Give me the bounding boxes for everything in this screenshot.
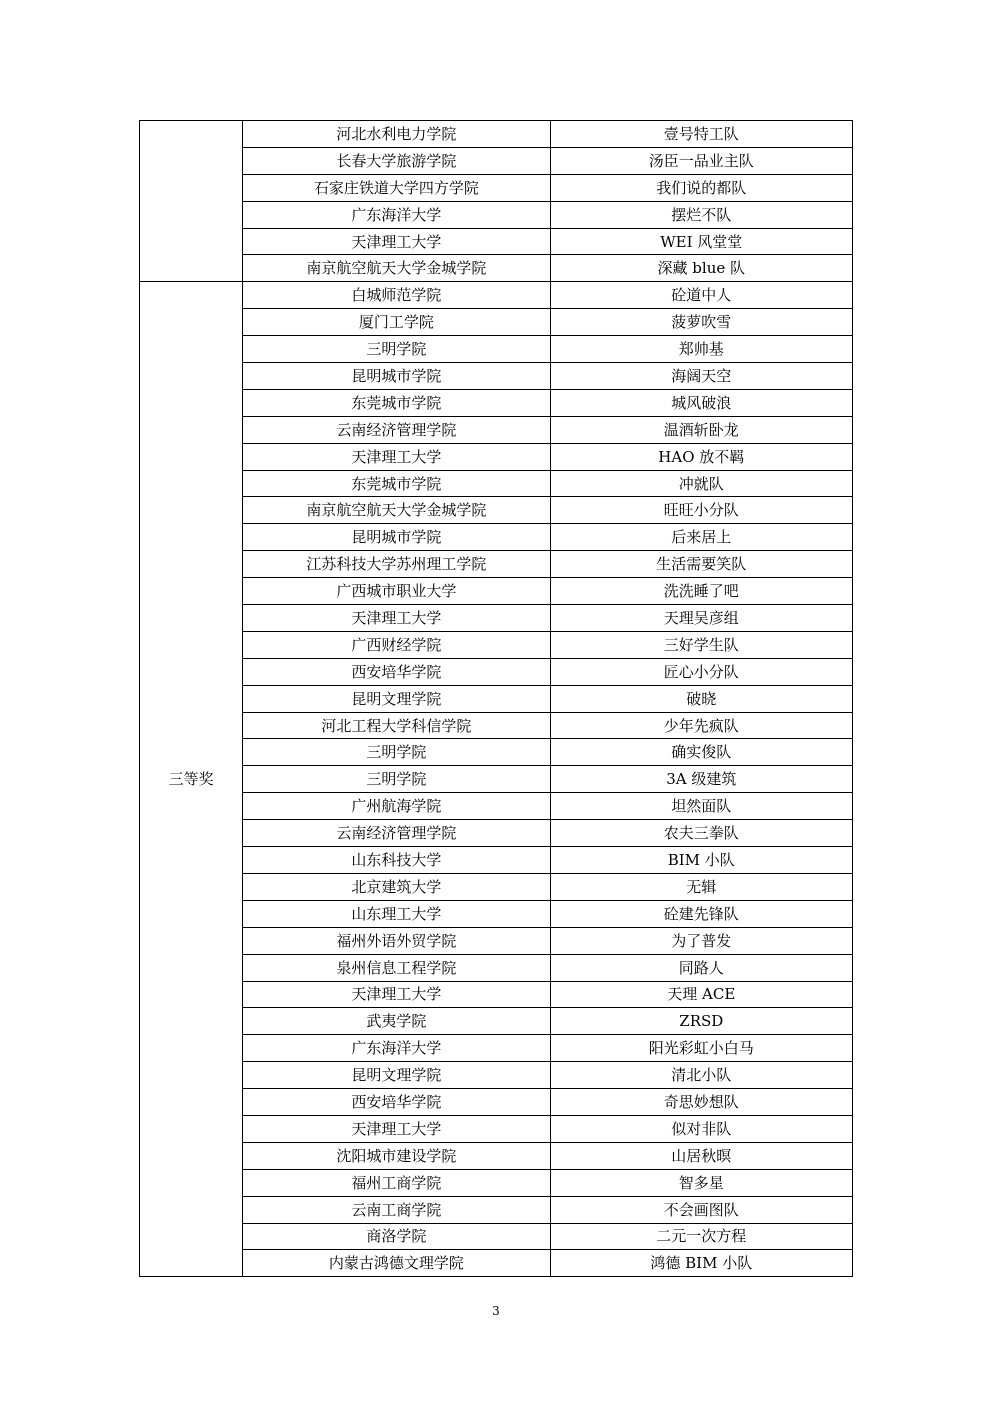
team-name-cell: 为了普发 (550, 927, 852, 954)
team-name-cell: 摆烂不队 (550, 201, 852, 228)
table-row (140, 1035, 853, 1062)
table-row (140, 336, 853, 363)
school-name-cell: 江苏科技大学苏州理工学院 (243, 551, 550, 578)
school-name-cell: 三明学院 (243, 766, 550, 793)
team-name-cell: 菠萝吹雪 (550, 309, 852, 336)
school-name-cell: 泉州信息工程学院 (243, 954, 550, 981)
school-name-cell: 东莞城市学院 (243, 389, 550, 416)
school-name-cell: 三明学院 (243, 336, 550, 363)
team-name-cell: 海阔天空 (550, 363, 852, 390)
school-name-cell: 福州外语外贸学院 (243, 927, 550, 954)
team-name-cell: 郑帅基 (550, 336, 852, 363)
school-name-cell: 天津理工大学 (243, 443, 550, 470)
team-name-cell: 阳光彩虹小白马 (550, 1035, 852, 1062)
table-row (140, 174, 853, 201)
table-row (140, 389, 853, 416)
school-name-cell: 河北水利电力学院 (243, 121, 550, 148)
school-name-cell: 云南经济管理学院 (243, 820, 550, 847)
team-name-cell: 我们说的都队 (550, 174, 852, 201)
school-name-cell: 广西财经学院 (243, 631, 550, 658)
table-row (140, 1089, 853, 1116)
table-row (140, 685, 853, 712)
school-name-cell: 南京航空航天大学金城学院 (243, 255, 550, 282)
team-name-cell: HAO 放不羁 (550, 443, 852, 470)
team-name-cell: 后来居上 (550, 524, 852, 551)
table-row (140, 470, 853, 497)
table-row (140, 1008, 853, 1035)
team-name-cell: 冲就队 (550, 470, 852, 497)
table-row (140, 1196, 853, 1223)
school-name-cell: 云南工商学院 (243, 1196, 550, 1223)
team-name-cell: 生活需要笑队 (550, 551, 852, 578)
table-row (140, 147, 853, 174)
table-row (140, 416, 853, 443)
school-name-cell: 白城师范学院 (243, 282, 550, 309)
school-name-cell: 昆明城市学院 (243, 524, 550, 551)
school-name-cell: 昆明城市学院 (243, 363, 550, 390)
table-row (140, 739, 853, 766)
team-name-cell: 3A 级建筑 (550, 766, 852, 793)
table-row (140, 578, 853, 605)
award-results-table-body (140, 121, 853, 1277)
table-row (140, 927, 853, 954)
team-name-cell: 破晓 (550, 685, 852, 712)
table-row (140, 1223, 853, 1250)
school-name-cell: 南京航空航天大学金城学院 (243, 497, 550, 524)
table-row (140, 121, 853, 148)
school-name-cell: 天津理工大学 (243, 1115, 550, 1142)
team-name-cell: 壹号特工队 (550, 121, 852, 148)
table-row (140, 712, 853, 739)
school-name-cell: 天津理工大学 (243, 228, 550, 255)
school-name-cell: 河北工程大学科信学院 (243, 712, 550, 739)
table-row (140, 201, 853, 228)
team-name-cell: ZRSD (550, 1008, 852, 1035)
team-name-cell: 山居秋暝 (550, 1142, 852, 1169)
team-name-cell: 城风破浪 (550, 389, 852, 416)
table-row (140, 981, 853, 1008)
school-name-cell: 福州工商学院 (243, 1169, 550, 1196)
team-name-cell: 智多星 (550, 1169, 852, 1196)
award-level-cell (140, 121, 243, 282)
table-row (140, 631, 853, 658)
team-name-cell: 温酒斩卧龙 (550, 416, 852, 443)
team-name-cell: 旺旺小分队 (550, 497, 852, 524)
school-name-cell: 广州航海学院 (243, 793, 550, 820)
team-name-cell: 奇思妙想队 (550, 1089, 852, 1116)
team-name-cell: 匠心小分队 (550, 658, 852, 685)
school-name-cell: 厦门工学院 (243, 309, 550, 336)
table-row (140, 1250, 853, 1277)
table-row (140, 658, 853, 685)
school-name-cell: 东莞城市学院 (243, 470, 550, 497)
table-row (140, 793, 853, 820)
table-row (140, 282, 853, 309)
table-row (140, 766, 853, 793)
team-name-cell: 砼建先锋队 (550, 900, 852, 927)
table-row (140, 524, 853, 551)
team-name-cell: WEI 风堂堂 (550, 228, 852, 255)
table-row (140, 1062, 853, 1089)
table-row (140, 605, 853, 632)
school-name-cell: 三明学院 (243, 739, 550, 766)
table-row (140, 443, 853, 470)
school-name-cell: 山东科技大学 (243, 847, 550, 874)
school-name-cell: 天津理工大学 (243, 981, 550, 1008)
school-name-cell: 昆明文理学院 (243, 1062, 550, 1089)
team-name-cell: 确实俊队 (550, 739, 852, 766)
team-name-cell: 坦然面队 (550, 793, 852, 820)
school-name-cell: 天津理工大学 (243, 605, 550, 632)
school-name-cell: 长春大学旅游学院 (243, 147, 550, 174)
team-name-cell: 清北小队 (550, 1062, 852, 1089)
school-name-cell: 云南经济管理学院 (243, 416, 550, 443)
team-name-cell: 深藏 blue 队 (550, 255, 852, 282)
team-name-cell: 二元一次方程 (550, 1223, 852, 1250)
school-name-cell: 山东理工大学 (243, 900, 550, 927)
team-name-cell: 农夫三拳队 (550, 820, 852, 847)
table-row (140, 873, 853, 900)
school-name-cell: 西安培华学院 (243, 658, 550, 685)
school-name-cell: 石家庄铁道大学四方学院 (243, 174, 550, 201)
table-row (140, 497, 853, 524)
table-row (140, 847, 853, 874)
table-row (140, 900, 853, 927)
school-name-cell: 广东海洋大学 (243, 1035, 550, 1062)
team-name-cell: 似对非队 (550, 1115, 852, 1142)
page-number: 3 (492, 1304, 500, 1318)
award-results-table (139, 120, 853, 1277)
team-name-cell: 洗洗睡了吧 (550, 578, 852, 605)
school-name-cell: 商洛学院 (243, 1223, 550, 1250)
team-name-cell: 鸿德 BIM 小队 (550, 1250, 852, 1277)
table-row (140, 228, 853, 255)
award-level-cell: 三等奖 (140, 282, 243, 1277)
table-row (140, 551, 853, 578)
school-name-cell: 武夷学院 (243, 1008, 550, 1035)
table-row (140, 363, 853, 390)
team-name-cell: 三好学生队 (550, 631, 852, 658)
school-name-cell: 昆明文理学院 (243, 685, 550, 712)
school-name-cell: 北京建筑大学 (243, 873, 550, 900)
school-name-cell: 内蒙古鸿德文理学院 (243, 1250, 550, 1277)
team-name-cell: 不会画图队 (550, 1196, 852, 1223)
team-name-cell: BIM 小队 (550, 847, 852, 874)
team-name-cell: 天理吴彦组 (550, 605, 852, 632)
school-name-cell: 西安培华学院 (243, 1089, 550, 1116)
team-name-cell: 少年先疯队 (550, 712, 852, 739)
team-name-cell: 同路人 (550, 954, 852, 981)
team-name-cell: 砼道中人 (550, 282, 852, 309)
school-name-cell: 广东海洋大学 (243, 201, 550, 228)
team-name-cell: 汤臣一品业主队 (550, 147, 852, 174)
table-row (140, 1169, 853, 1196)
table-row (140, 255, 853, 282)
school-name-cell: 沈阳城市建设学院 (243, 1142, 550, 1169)
team-name-cell: 无辑 (550, 873, 852, 900)
table-row (140, 820, 853, 847)
table-row (140, 309, 853, 336)
table-row (140, 954, 853, 981)
school-name-cell: 广西城市职业大学 (243, 578, 550, 605)
table-row (140, 1142, 853, 1169)
table-row (140, 1115, 853, 1142)
team-name-cell: 天理 ACE (550, 981, 852, 1008)
